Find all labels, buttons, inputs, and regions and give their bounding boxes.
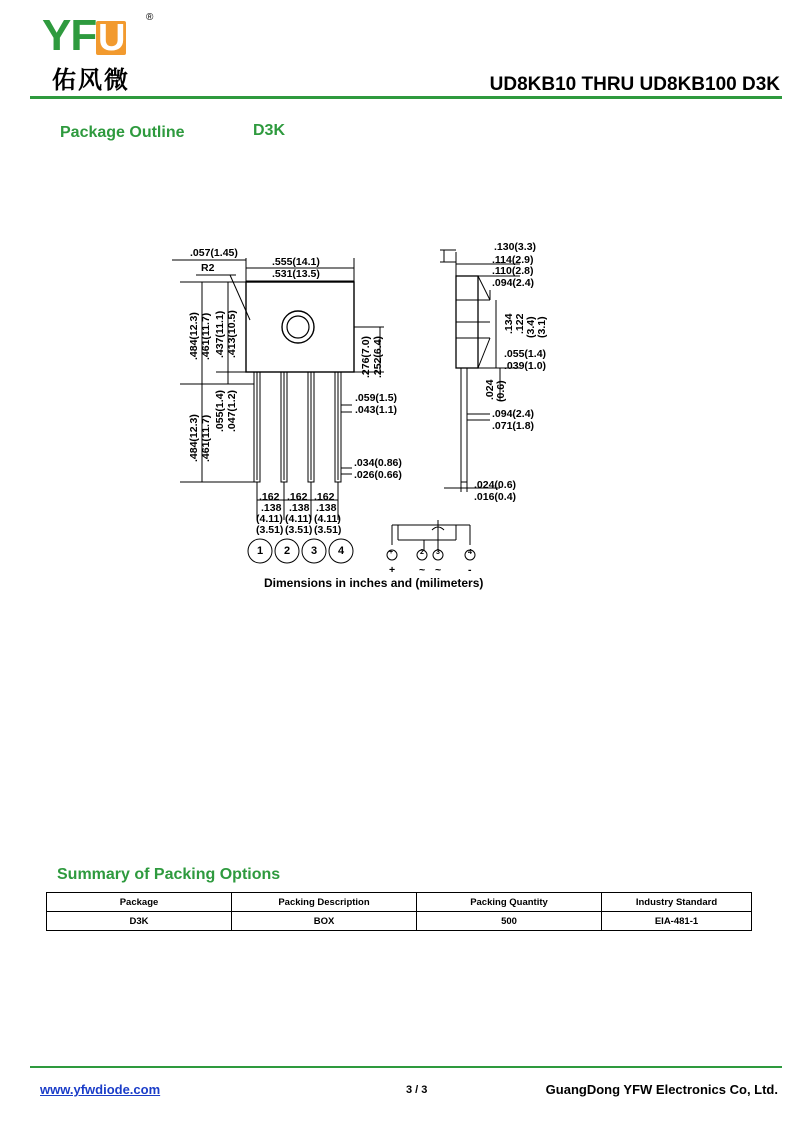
packing-options-title: Summary of Packing Options [57, 866, 281, 883]
cell-packing-quantity: 500 [417, 912, 602, 931]
dim-461-b: .461(11.7) [200, 414, 212, 462]
website-link[interactable]: www.yfwdiode.com [40, 1082, 161, 1097]
dim-047: .047(1.2) [226, 389, 238, 432]
dim-461-a: .461(11.7) [200, 312, 212, 360]
cell-packing-description: BOX [232, 912, 417, 931]
dim-r2: R2 [201, 262, 215, 274]
pitch-351-2: (3.51) [285, 524, 313, 536]
table-row [47, 912, 752, 931]
dim-034: .034(0.86) [354, 457, 402, 469]
pitch-411-1: (4.11) [256, 513, 283, 525]
dim-484-a: .484(12.3) [188, 312, 200, 360]
pitch-138-2: .138 [289, 502, 310, 514]
dim-3-1: (3.1) [536, 316, 548, 338]
pitch-162-3: .162 [314, 491, 335, 503]
dim-055-side: .055(1.4) [504, 348, 547, 360]
packing-table [46, 892, 752, 931]
dim-252: .252(6.4) [372, 335, 384, 378]
pitch-138-3: .138 [316, 502, 337, 514]
document-title: UD8KB10 THRU UD8KB100 D3K [489, 74, 780, 95]
dim-057: .057(1.45) [190, 247, 238, 259]
dim-555: .555(14.1) [272, 256, 320, 268]
side-view-lead [461, 368, 467, 482]
leads [254, 372, 341, 482]
packing-table-header [47, 893, 752, 912]
pitch-162-2: .162 [287, 491, 308, 503]
package-outline-title: Package Outline [60, 124, 185, 141]
pitch-162-1: .162 [259, 491, 280, 503]
schematic-diagram [387, 520, 475, 560]
dim-024-h: .024(0.6) [474, 479, 517, 491]
schematic-label-ac1: ~ [419, 564, 426, 576]
pin-3-label: 3 [311, 545, 318, 557]
pin-1-label: 1 [257, 545, 264, 557]
schematic-pin-3: 3 [436, 549, 440, 556]
dim-071: .071(1.8) [492, 420, 535, 432]
dim-130: .130(3.3) [494, 241, 537, 253]
dim-110: .110(2.8) [492, 265, 534, 277]
logo-u-mark: U [98, 17, 125, 59]
page-number: 3 / 3 [406, 1084, 428, 1096]
dim-059: .059(1.5) [355, 392, 398, 404]
dim-094-b: .094(2.4) [492, 408, 535, 420]
dim-531: .531(13.5) [272, 268, 320, 280]
dim-122: .122 [514, 313, 526, 334]
dim-484-b: .484(12.3) [188, 414, 200, 462]
schematic-pin-1: + [389, 549, 394, 556]
dim-413: .413(10.5) [226, 310, 238, 358]
dim-024-v: .024 [484, 379, 496, 400]
pin-4-label: 4 [338, 545, 345, 557]
schematic-label-minus: - [468, 564, 472, 576]
cell-package: D3K [47, 912, 232, 931]
schematic-label-ac2: ~ [435, 564, 442, 576]
dim-437: .437(11.1) [214, 310, 226, 358]
header-industry-standard: Industry Standard [602, 893, 752, 912]
pitch-411-3: (4.11) [314, 513, 341, 525]
logo-latin: YF [42, 11, 97, 60]
cell-industry-standard: EIA-481-1 [602, 912, 752, 931]
pin-2-label: 2 [284, 545, 291, 557]
header-package: Package [47, 893, 232, 912]
dim-06-v: (0.6) [495, 380, 507, 402]
dim-134: .134 [503, 313, 515, 334]
schematic-label-plus: + [389, 564, 396, 576]
schematic-pin-4: 4 [468, 549, 472, 556]
dimensions-caption: Dimensions in inches and (milimeters) [264, 576, 484, 590]
dim-3-4: (3.4) [525, 316, 537, 338]
dim-276: .276(7.0) [360, 335, 372, 378]
dim-026: .026(0.66) [354, 469, 402, 481]
schematic-pin-2: 2 [420, 549, 424, 556]
pitch-351-3: (3.51) [314, 524, 342, 536]
dim-039: .039(1.0) [504, 360, 547, 372]
dim-016: .016(0.4) [474, 491, 517, 503]
logo-chinese: 佑风微 [52, 66, 130, 94]
package-name: D3K [253, 122, 286, 139]
dim-094-a: .094(2.4) [492, 277, 535, 289]
header-packing-quantity: Packing Quantity [417, 893, 602, 912]
dim-114: .114(2.9) [492, 254, 534, 266]
header-packing-description: Packing Description [232, 893, 417, 912]
company-name: GuangDong YFW Electronics Co, Ltd. [545, 1082, 778, 1097]
logo-registered: ® [146, 12, 154, 23]
pitch-411-2: (4.11) [285, 513, 312, 525]
pitch-351-1: (3.51) [256, 524, 284, 536]
footer-divider [30, 1066, 782, 1068]
dim-055: .055(1.4) [214, 389, 226, 432]
package-body [246, 282, 354, 372]
dim-043: .043(1.1) [355, 404, 398, 416]
pitch-138-1: .138 [261, 502, 282, 514]
